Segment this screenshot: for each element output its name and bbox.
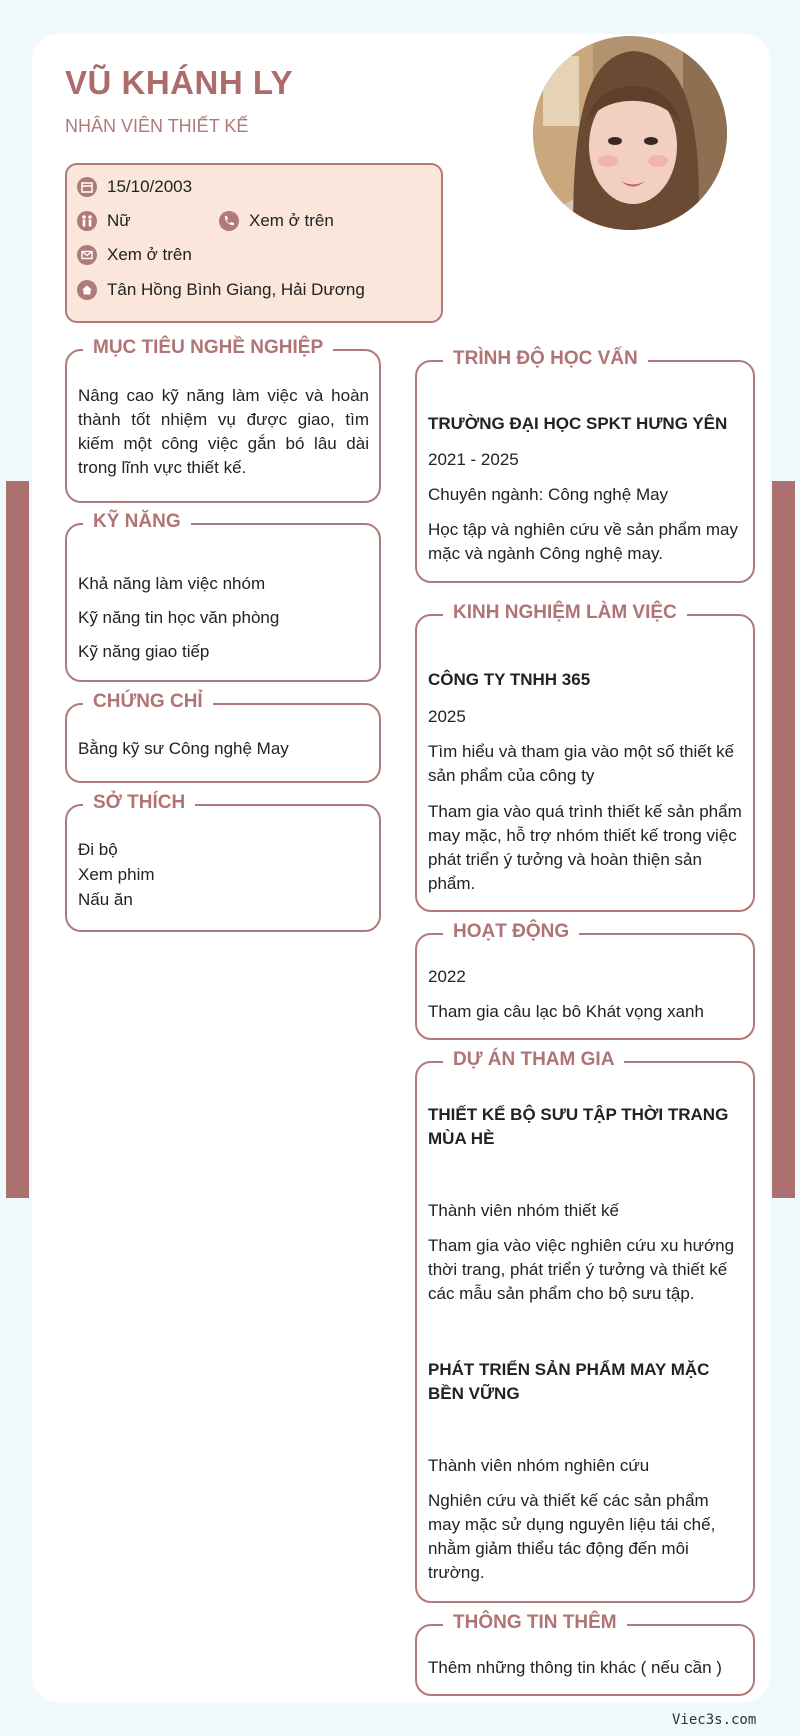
skill-item: Khả năng làm việc nhóm [78, 574, 266, 593]
certificates-heading: CHỨNG CHỈ [83, 691, 213, 713]
experience-year: 2025 [428, 707, 466, 726]
candidate-name: VŨ KHÁNH LY [65, 64, 293, 101]
projects-heading: DỰ ÁN THAM GIA [443, 1049, 624, 1071]
activities-description: Tham gia câu lạc bô Khát vọng xanh [428, 1002, 704, 1021]
education-school: TRƯỜNG ĐẠI HỌC SPKT HƯNG YÊN [428, 414, 728, 433]
project-role: Thành viên nhóm nghiên cứu [428, 1456, 650, 1475]
experience-role: Tìm hiểu và tham gia vào một số thiết kế sản phẩm của công ty [428, 742, 735, 785]
left-accent-bar [6, 481, 29, 1198]
education-description: Học tập và nghiên cứu về sản phẩm may mặc và ngành Công nghệ may. [428, 520, 738, 563]
email-row [77, 245, 192, 265]
right-accent-bar [772, 481, 795, 1198]
email-value: Xem ở trên [107, 245, 192, 264]
hobby-item: Xem phim [78, 865, 155, 884]
gender-row [77, 211, 131, 231]
activities-heading: HOẠT ĐỘNG [443, 921, 579, 943]
project-name: THIẾT KẾ BỘ SƯU TẬP THỜI TRANG MÙA HÈ [428, 1105, 729, 1148]
experience-description: Tham gia vào quá trình thiết kế sản phẩm may mặc, hỗ trợ nhóm thiết kế trong việc phát triển ý tưởng và hoàn thiện sản phẩm. [428, 802, 742, 893]
activities-section [415, 921, 755, 1040]
watermark: Viec3s.com [672, 1712, 757, 1728]
experience-section [415, 602, 755, 912]
gender-icon [77, 211, 97, 231]
home-icon [77, 280, 97, 300]
project-role: Thành viên nhóm thiết kế [428, 1201, 619, 1220]
experience-heading: KINH NGHIỆM LÀM VIỆC [443, 602, 687, 624]
hobbies-section [65, 792, 381, 932]
address-value: Tân Hồng Bình Giang, Hải Dương [107, 280, 365, 299]
experience-company: CÔNG TY TNHH 365 [428, 670, 591, 689]
phone-icon [219, 211, 239, 231]
additional-info-heading: THÔNG TIN THÊM [443, 1612, 627, 1634]
education-section [415, 348, 755, 583]
phone-row [219, 211, 334, 231]
hobby-item: Nấu ăn [78, 890, 133, 909]
education-period: 2021 - 2025 [428, 450, 519, 469]
objective-heading: MỤC TIÊU NGHỀ NGHIỆP [83, 337, 333, 359]
activities-year: 2022 [428, 967, 466, 986]
email-icon [77, 245, 97, 265]
phone-value: Xem ở trên [249, 211, 334, 230]
objective-section [65, 337, 381, 503]
projects-section [415, 1049, 755, 1603]
education-major: Chuyên ngành: Công nghệ May [428, 485, 669, 504]
additional-info-text: Thêm những thông tin khác ( nếu cần ) [428, 1658, 722, 1677]
skills-heading: KỸ NĂNG [83, 511, 191, 533]
objective-text: Nâng cao kỹ năng làm việc và hoàn thành tốt nhiệm vụ được giao, tìm kiếm một công việc gắn bó lâu dài trong lĩnh vực thiết kế. [78, 386, 369, 477]
avatar [533, 36, 727, 230]
project-name: PHÁT TRIỂN SẢN PHẨM MAY MẶC BỀN VỮNG [428, 1360, 710, 1403]
gender-value: Nữ [107, 211, 131, 230]
contact-card [65, 163, 443, 323]
project-description: Tham gia vào việc nghiên cứu xu hướng thời trang, phát triển ý tưởng và thiết kế các mẫu sản phẩm cho bộ sưu tập. [428, 1236, 735, 1303]
additional-info-section [415, 1612, 755, 1696]
education-heading: TRÌNH ĐỘ HỌC VẤN [443, 348, 648, 370]
skills-section [65, 511, 381, 682]
job-title: NHÂN VIÊN THIẾT KẾ [65, 116, 249, 136]
calendar-icon [77, 177, 97, 197]
avatar-portrait [533, 36, 727, 230]
hobbies-heading: SỞ THÍCH [83, 792, 195, 814]
dob-row [77, 177, 192, 197]
hobby-item: Đi bộ [78, 840, 118, 859]
dob-value: 15/10/2003 [107, 177, 193, 196]
address-row [77, 280, 365, 300]
certificates-section [65, 691, 381, 783]
skill-item: Kỹ năng tin học văn phòng [78, 608, 280, 627]
skill-item: Kỹ năng giao tiếp [78, 642, 210, 661]
project-description: Nghiên cứu và thiết kế các sản phẩm may mặc sử dụng nguyên liệu tái chế, nhằm giảm thiểu tác động đến môi trường. [428, 1491, 716, 1582]
certificate-item: Bằng kỹ sư Công nghệ May [78, 739, 289, 758]
